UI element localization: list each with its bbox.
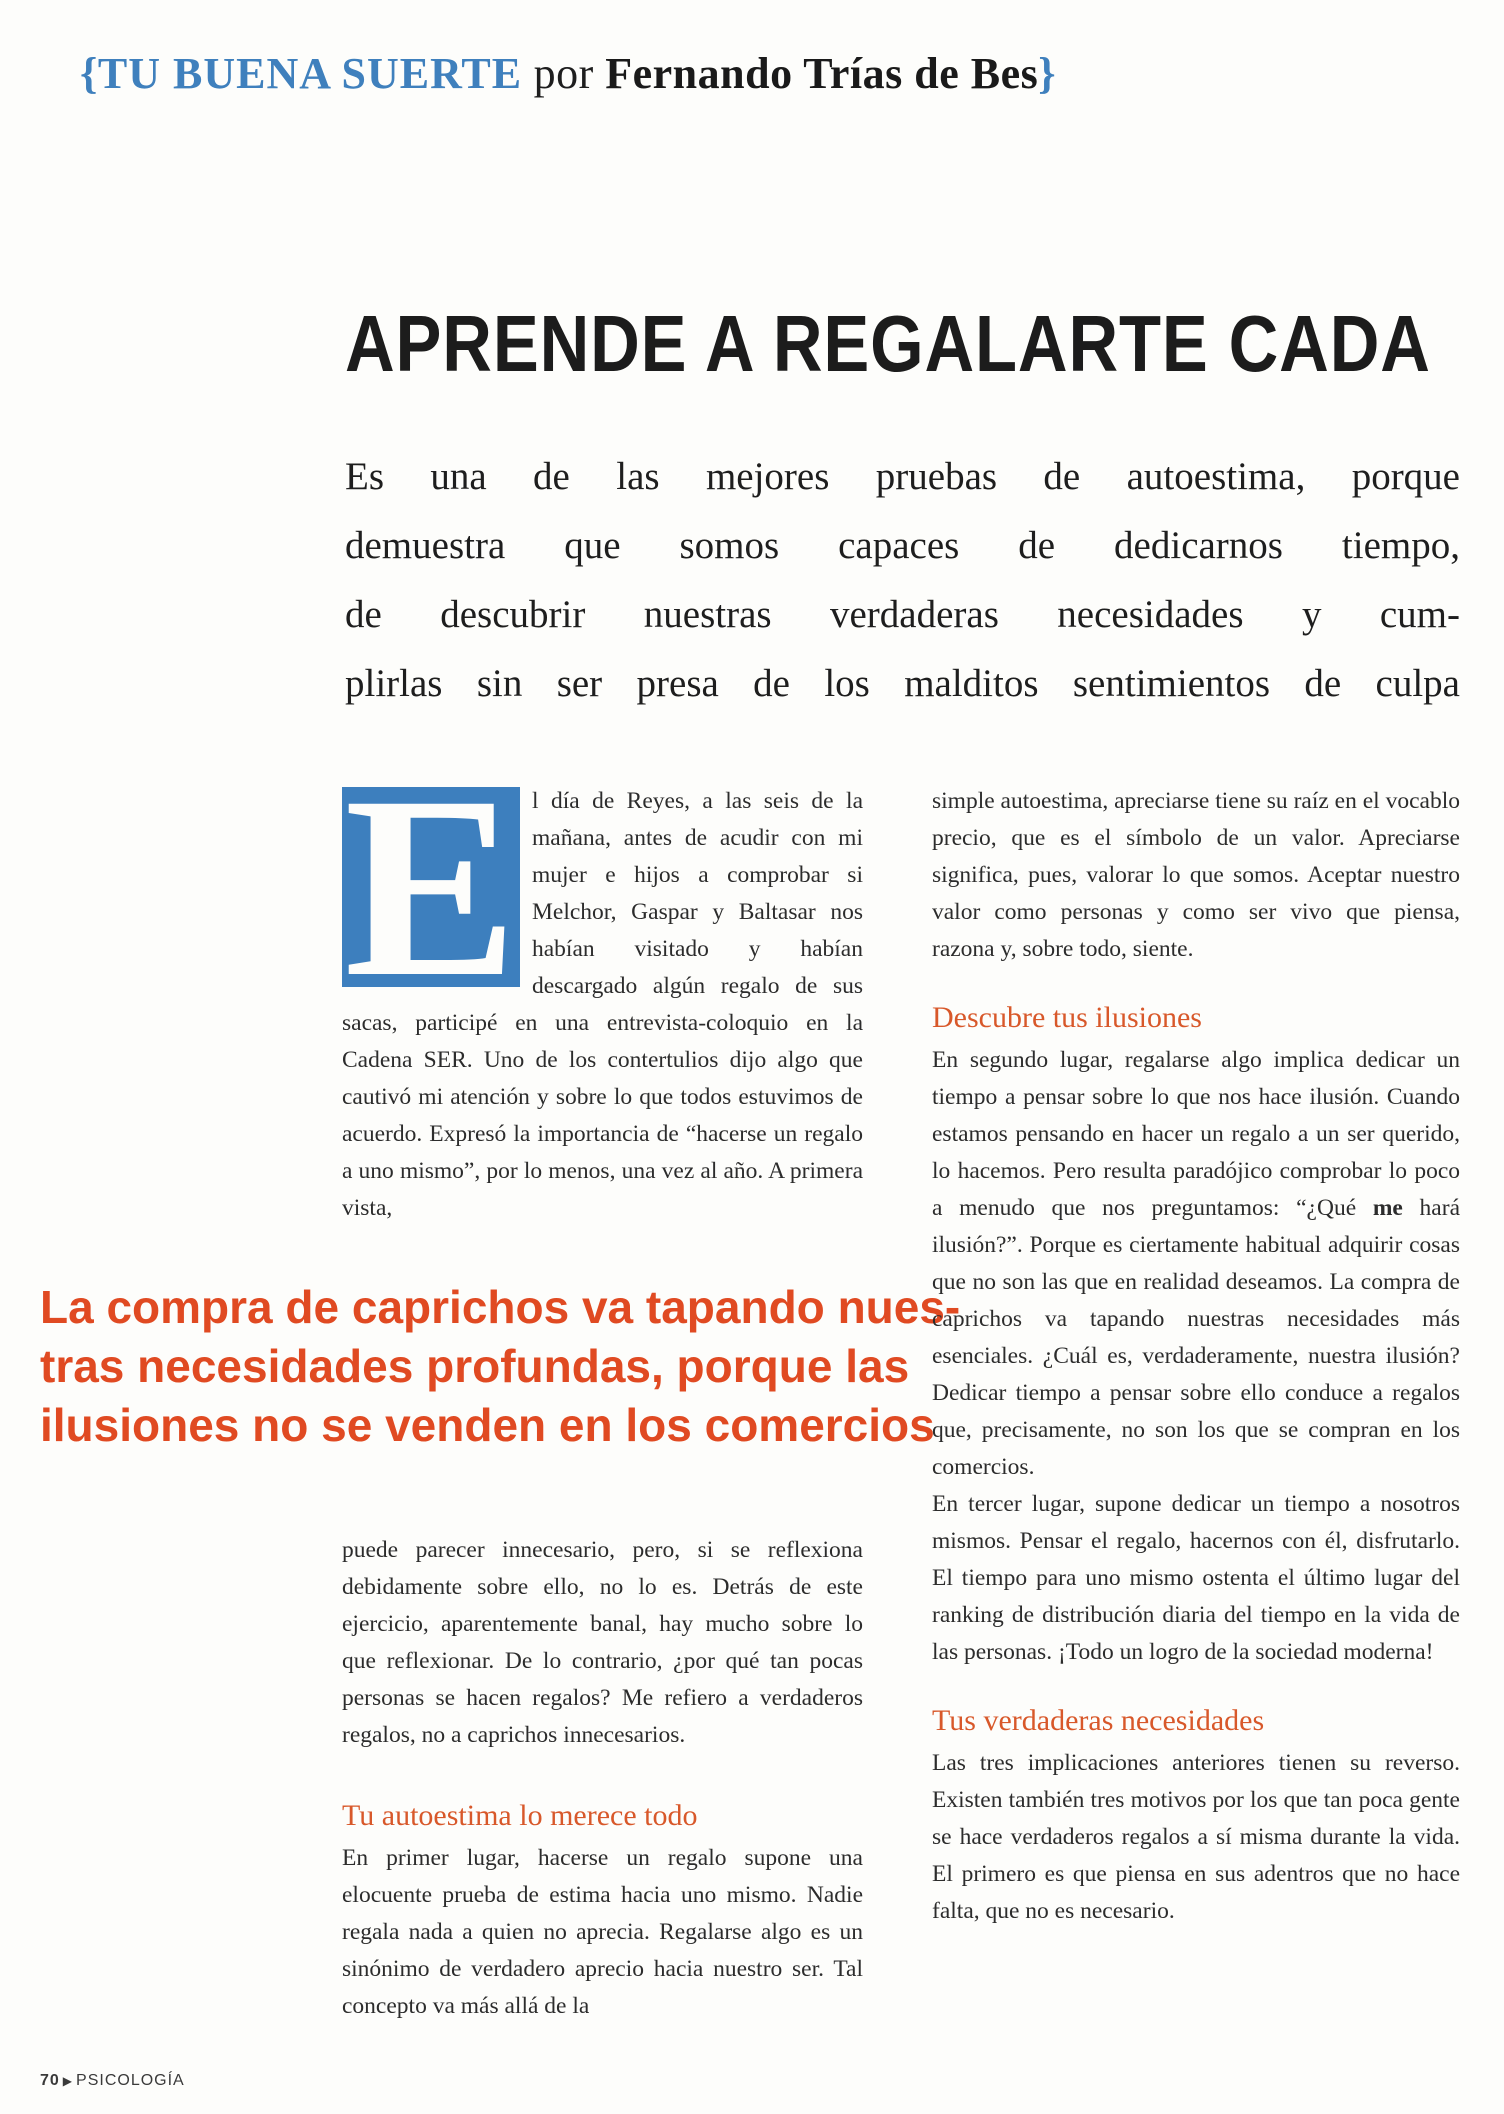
brace-close: } <box>1038 49 1057 98</box>
pull-quote-line: tras necesidades profundas, porque las <box>40 1340 910 1392</box>
subhead-ilusiones: Descubre tus ilusiones <box>932 1001 1202 1034</box>
page-folio <box>40 2072 185 2090</box>
left-column-bottom <box>342 1532 863 2025</box>
text-run: hará ilusión?”. Porque es ciertamente habitual adquirir cosas que no son las que en realidad deseamos. La compra de caprichos va tapando nuestras necesidades más esenciales. ¿Cuál es, verdaderamente, nuestra ilusión? Dedicar tiempo a pensar sobre ello conduce a regalos que, precisamente, no son los que se compran en los comercios. <box>932 1195 1460 1480</box>
pull-quote <box>40 1278 961 1455</box>
drop-cap: E <box>342 787 520 987</box>
subhead-autoestima: Tu autoestima lo merece todo <box>342 1799 698 1832</box>
body-paragraph <box>932 1042 1460 1486</box>
article-headline: APRENDE A REGALARTE CADA <box>345 299 1431 388</box>
deck-line: Es una de las mejores pruebas de autoestima, porque <box>345 455 1460 498</box>
page-number: 70 <box>40 2072 60 2089</box>
brace-open: { <box>80 49 98 98</box>
article-deck <box>345 442 1460 718</box>
deck-line: demuestra que somos capaces de dedicarnos tiempo, <box>345 524 1460 567</box>
deck-line: de descubrir nuestras verdaderas necesidades y cum- <box>345 593 1460 636</box>
emphasis-me: me <box>1372 1195 1403 1221</box>
left-column-top <box>342 783 863 1227</box>
body-paragraph: En tercer lugar, supone dedicar un tiempo a nosotros mismos. Pensar el regalo, hacernos con él, disfrutarlo. El tiempo para uno mismo ostenta el último lugar del ranking de distribución diaria del tiempo en la vida de las personas. ¡Todo un logro de la sociedad moderna! <box>932 1491 1460 1665</box>
byline-connector: por <box>533 49 594 98</box>
body-paragraph: En primer lugar, hacerse un regalo supone una elocuente prueba de estima hacia uno mismo. Nadie regala nada a quien no aprecia. Regalarse algo es un sinónimo de verdadero aprecio hacia nuestro ser. Tal concepto va más allá de la <box>342 1845 863 2019</box>
intro-paragraph: l día de Reyes, a las seis de la mañana, antes de acudir con mi mujer e hijos a comprobar si Melchor, Gaspar y Baltasar nos habían visitado y habían descargado algún regalo de sus sacas, participé en una entrevista-coloquio en la Cadena SER. Uno de los contertulios dijo algo que cautivó mi atención y sobre lo que todos estuvimos de acuerdo. Expresó la importancia de “hacerse un regalo a uno mismo”, por lo menos, una vez al año. A primera vista, <box>342 788 863 1221</box>
section-header <box>80 48 1056 99</box>
pull-quote-line: La compra de caprichos va tapando nues- <box>40 1281 961 1333</box>
magazine-name: PSICOLOGÍA <box>76 2072 185 2089</box>
deck-line: plirlas sin ser presa de los malditos sentimientos de culpa <box>345 662 1460 705</box>
section-title: TU BUENA SUERTE <box>97 49 523 98</box>
folio-arrow-icon: ▶ <box>62 2074 74 2088</box>
pull-quote-line: ilusiones no se venden en los comercios <box>40 1399 935 1451</box>
author-name: Fernando Trías de Bes <box>605 49 1039 98</box>
body-paragraph: puede parecer innecesario, pero, si se reflexiona debidamente sobre ello, no lo es. Detrás de este ejercicio, aparentemente banal, hay mucho sobre lo que reflexionar. De lo contrario, ¿por qué tan pocas personas se hacen regalos? Me refiero a verdaderos regalos, no a caprichos innecesarios. <box>342 1537 863 1748</box>
body-paragraph: Las tres implicaciones anteriores tienen su reverso. Existen también tres motivos por los que tan poca gente se hace verdaderos regalos a sí misma durante la vida. El primero es que piensa en sus adentros que no hace falta, que no es necesario. <box>932 1750 1460 1924</box>
text-run: En segundo lugar, regalarse algo implica dedicar un tiempo a pensar sobre lo que nos hace ilusión. Cuando estamos pensando en hacer un regalo a un ser querido, lo hacemos. Pero resulta paradójico comprobar lo poco a menudo que nos preguntamos: “¿Qué <box>932 1047 1460 1221</box>
subhead-necesidades: Tus verdaderas necesidades <box>932 1704 1265 1737</box>
right-column <box>932 783 1460 1930</box>
body-paragraph: simple autoestima, apreciarse tiene su raíz en el vocablo precio, que es el símbolo de un valor. Apreciarse significa, pues, valorar lo que somos. Aceptar nuestro valor como personas y como ser vivo que piensa, razona y, sobre todo, siente. <box>932 788 1460 962</box>
